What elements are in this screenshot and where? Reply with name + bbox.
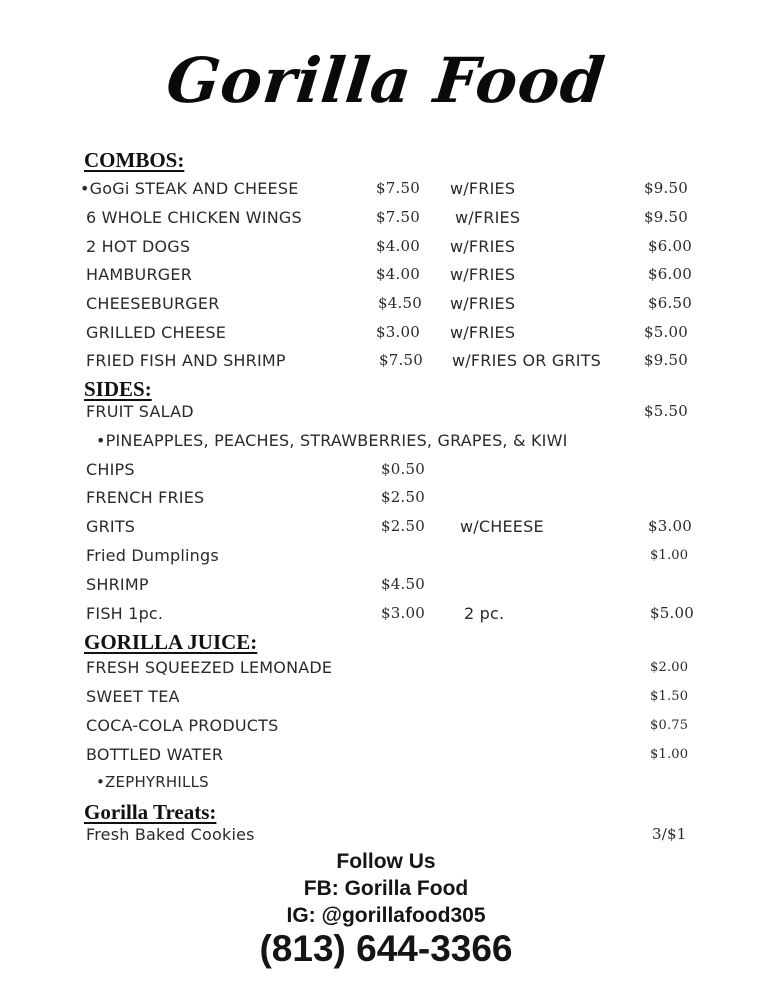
phone-number: (813) 644-3366	[259, 928, 513, 969]
item-option-price: $9.50	[644, 208, 688, 226]
item-option: w/CHEESE	[460, 517, 544, 536]
item-name: 6 WHOLE CHICKEN WINGS	[86, 208, 302, 227]
item-name: Fried Dumplings	[86, 546, 219, 565]
combo-item	[0, 323, 772, 349]
item-option-price: $5.00	[644, 323, 688, 341]
item-price: $4.50	[381, 575, 425, 593]
item-name: GRITS	[86, 517, 136, 536]
item-price: $3.00	[381, 604, 425, 622]
item-name: FRIED FISH AND SHRIMP	[86, 351, 286, 370]
juice-item	[0, 658, 772, 684]
sides-heading: SIDES:	[84, 377, 152, 401]
item-option-price: $1.00	[650, 548, 689, 563]
side-item	[0, 488, 772, 514]
combos-heading: COMBOS:	[84, 148, 185, 172]
item-price: $7.50	[376, 208, 420, 226]
item-option: w/FRIES	[450, 294, 516, 313]
item-price: $7.50	[376, 179, 420, 197]
item-name: GRILLED CHEESE	[86, 323, 227, 342]
item-option-price: $2.00	[650, 660, 689, 675]
item-name: HAMBURGER	[86, 265, 193, 284]
item-name: FRUIT SALAD	[86, 402, 194, 421]
item-name: SWEET TEA	[86, 687, 180, 706]
side-item	[0, 575, 772, 601]
item-name: 2 HOT DOGS	[86, 237, 191, 256]
item-option-price: $5.00	[650, 604, 694, 622]
item-option-price: $9.50	[644, 351, 688, 369]
item-option-price: $6.00	[648, 265, 692, 283]
item-price: $4.00	[376, 237, 420, 255]
item-option-price: 3/$1	[652, 825, 687, 843]
side-item	[0, 460, 772, 486]
combo-item	[0, 237, 772, 263]
item-option-price: $3.00	[648, 517, 692, 535]
juice-heading: GORILLA JUICE:	[84, 630, 258, 654]
item-option: w/FRIES	[455, 208, 521, 227]
side-item	[0, 546, 772, 572]
item-price: $3.00	[376, 323, 420, 341]
item-name: CHIPS	[86, 460, 135, 479]
combo-item	[0, 208, 772, 234]
menu-title: Gorilla Food	[163, 44, 609, 117]
combo-item	[0, 265, 772, 291]
item-option-price: $6.50	[648, 294, 692, 312]
combo-item	[0, 294, 772, 320]
item-option: 2 pc.	[464, 604, 505, 623]
item-price: $4.00	[376, 265, 420, 283]
item-name: FRENCH FRIES	[86, 488, 205, 507]
juice-item-note	[0, 773, 772, 799]
item-price: $2.50	[381, 517, 425, 535]
side-item	[0, 604, 772, 630]
item-name: SHRIMP	[86, 575, 149, 594]
item-note: •ZEPHYRHILLS	[96, 773, 209, 791]
item-price: $4.50	[378, 294, 422, 312]
item-name: CHEESEBURGER	[86, 294, 220, 313]
side-item-note	[0, 431, 772, 457]
item-name: FRESH SQUEEZED LEMONADE	[86, 658, 333, 677]
juice-item	[0, 687, 772, 713]
side-item	[0, 517, 772, 543]
combo-item	[0, 179, 772, 205]
item-option-price: $6.00	[648, 237, 692, 255]
item-option: w/FRIES	[450, 265, 516, 284]
treats-heading: Gorilla Treats:	[84, 800, 217, 824]
item-name: BOTTLED WATER	[86, 745, 224, 764]
treat-item	[0, 825, 772, 851]
item-option: w/FRIES	[450, 237, 516, 256]
item-price: $2.50	[381, 488, 425, 506]
item-name: COCA-COLA PRODUCTS	[86, 716, 279, 735]
item-price: $0.50	[381, 460, 425, 478]
item-name: FISH 1pc.	[86, 604, 164, 623]
item-option-price: $1.50	[650, 689, 689, 704]
item-option-price: $0.75	[650, 718, 689, 733]
item-option: w/FRIES	[450, 323, 516, 342]
item-note: •PINEAPPLES, PEACHES, STRAWBERRIES, GRAPES, & KIWI	[96, 431, 568, 450]
juice-item	[0, 716, 772, 742]
item-option: w/FRIES OR GRITS	[452, 351, 602, 370]
follow-us-label: Follow Us	[336, 850, 436, 873]
combo-item	[0, 351, 772, 377]
item-option: w/FRIES	[450, 179, 516, 198]
item-name: Fresh Baked Cookies	[86, 825, 255, 844]
instagram-handle: IG: @gorillafood305	[286, 904, 486, 927]
item-option-price: $1.00	[650, 747, 689, 762]
side-item	[0, 402, 772, 428]
item-price: $7.50	[379, 351, 423, 369]
facebook-handle: FB: Gorilla Food	[303, 877, 469, 900]
item-name: •GoGi STEAK AND CHEESE	[80, 179, 299, 198]
item-option-price: $5.50	[644, 402, 688, 420]
juice-item	[0, 745, 772, 771]
item-option-price: $9.50	[644, 179, 688, 197]
